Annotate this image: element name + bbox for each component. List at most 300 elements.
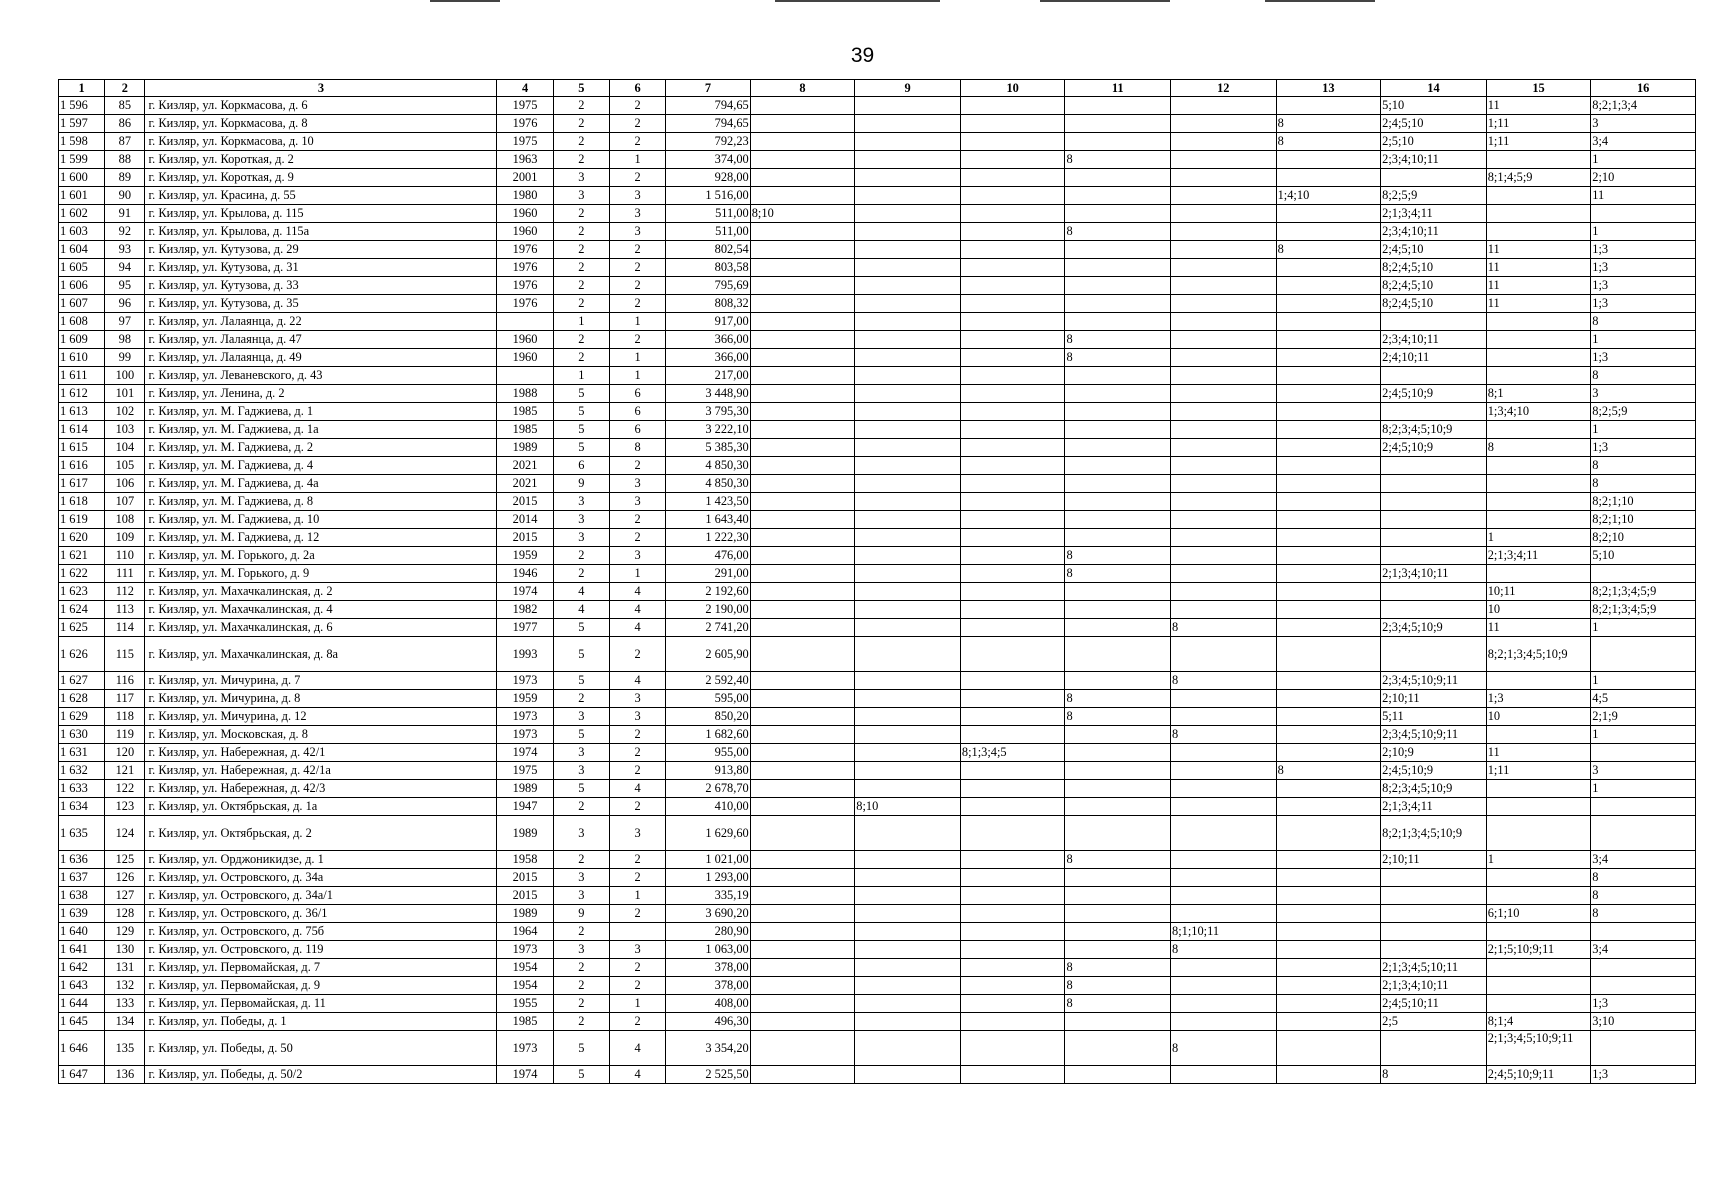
col-11-cell bbox=[1065, 277, 1171, 295]
column-header: 15 bbox=[1486, 80, 1591, 97]
address-cell: г. Кизляр, ул. М. Гаджиева, д. 12 bbox=[145, 529, 497, 547]
col-12-cell: 8 bbox=[1171, 726, 1277, 744]
col-12-cell bbox=[1171, 421, 1277, 439]
col-14-cell: 8;2;4;5;10 bbox=[1381, 295, 1487, 313]
table-row bbox=[59, 277, 1696, 295]
col-11-cell bbox=[1065, 403, 1171, 421]
col-10-cell bbox=[960, 565, 1065, 583]
col-15-cell bbox=[1486, 977, 1591, 995]
col-16-cell: 8;2;1;3;4;5;9 bbox=[1591, 601, 1696, 619]
col-14-cell: 2;4;5;10;9 bbox=[1381, 762, 1487, 780]
col-9-cell bbox=[855, 223, 961, 241]
floors-cell: 2 bbox=[553, 565, 609, 583]
col-14-cell bbox=[1381, 457, 1487, 475]
floors-cell: 5 bbox=[553, 385, 609, 403]
col-13-cell: 8 bbox=[1276, 115, 1381, 133]
col-12-cell bbox=[1171, 457, 1277, 475]
table-row bbox=[59, 923, 1696, 941]
col-15-cell: 1;11 bbox=[1486, 762, 1591, 780]
col-10-cell bbox=[960, 1013, 1065, 1031]
floors-cell: 2 bbox=[553, 1013, 609, 1031]
year-built-cell: 1973 bbox=[497, 672, 553, 690]
col-16-cell: 1 bbox=[1591, 331, 1696, 349]
floors-cell: 2 bbox=[553, 851, 609, 869]
entrances-cell: 1 bbox=[609, 313, 665, 331]
col-15-cell bbox=[1486, 672, 1591, 690]
item-number-cell: 132 bbox=[105, 977, 145, 995]
entrances-cell: 3 bbox=[609, 816, 665, 851]
col-15-cell bbox=[1486, 726, 1591, 744]
col-13-cell: 8 bbox=[1276, 762, 1381, 780]
col-11-cell bbox=[1065, 816, 1171, 851]
col-15-cell bbox=[1486, 798, 1591, 816]
col-8-cell bbox=[750, 959, 855, 977]
area-cell: 803,58 bbox=[666, 259, 750, 277]
col-13-cell bbox=[1276, 941, 1381, 959]
col-9-cell bbox=[855, 672, 961, 690]
col-11-cell bbox=[1065, 726, 1171, 744]
col-15-cell bbox=[1486, 313, 1591, 331]
col-13-cell bbox=[1276, 313, 1381, 331]
year-built-cell: 1977 bbox=[497, 619, 553, 637]
col-10-cell bbox=[960, 708, 1065, 726]
registry-number-cell: 1 602 bbox=[59, 205, 105, 223]
floors-cell: 1 bbox=[553, 313, 609, 331]
item-number-cell: 95 bbox=[105, 277, 145, 295]
col-15-cell: 11 bbox=[1486, 259, 1591, 277]
year-built-cell: 1989 bbox=[497, 816, 553, 851]
col-8-cell bbox=[750, 367, 855, 385]
col-14-cell: 2;10;11 bbox=[1381, 851, 1487, 869]
year-built-cell: 1976 bbox=[497, 241, 553, 259]
col-12-cell bbox=[1171, 169, 1277, 187]
col-8-cell bbox=[750, 672, 855, 690]
floors-cell: 3 bbox=[553, 493, 609, 511]
col-16-cell bbox=[1591, 977, 1696, 995]
scan-edge-line bbox=[1265, 0, 1375, 2]
col-12-cell bbox=[1171, 887, 1277, 905]
area-cell: 808,32 bbox=[666, 295, 750, 313]
col-8-cell bbox=[750, 259, 855, 277]
col-12-cell: 8 bbox=[1171, 941, 1277, 959]
item-number-cell: 112 bbox=[105, 583, 145, 601]
year-built-cell: 2015 bbox=[497, 869, 553, 887]
year-built-cell: 1976 bbox=[497, 295, 553, 313]
col-12-cell bbox=[1171, 905, 1277, 923]
column-header: 6 bbox=[609, 80, 665, 97]
address-cell: г. Кизляр, ул. Махачкалинская, д. 8а bbox=[145, 637, 497, 672]
col-13-cell bbox=[1276, 547, 1381, 565]
col-10-cell bbox=[960, 637, 1065, 672]
year-built-cell: 1958 bbox=[497, 851, 553, 869]
scan-edge-line bbox=[775, 0, 940, 2]
registry-number-cell: 1 603 bbox=[59, 223, 105, 241]
area-cell: 2 741,20 bbox=[666, 619, 750, 637]
col-11-cell bbox=[1065, 672, 1171, 690]
entrances-cell: 6 bbox=[609, 403, 665, 421]
col-9-cell bbox=[855, 1013, 961, 1031]
col-15-cell: 10 bbox=[1486, 601, 1591, 619]
col-12-cell bbox=[1171, 115, 1277, 133]
col-13-cell bbox=[1276, 744, 1381, 762]
col-9-cell bbox=[855, 493, 961, 511]
floors-cell: 2 bbox=[553, 995, 609, 1013]
registry-number-cell: 1 632 bbox=[59, 762, 105, 780]
address-cell: г. Кизляр, ул. Мичурина, д. 12 bbox=[145, 708, 497, 726]
table-row bbox=[59, 798, 1696, 816]
item-number-cell: 106 bbox=[105, 475, 145, 493]
area-cell: 335,19 bbox=[666, 887, 750, 905]
address-cell: г. Кизляр, ул. Островского, д. 119 bbox=[145, 941, 497, 959]
table-row bbox=[59, 780, 1696, 798]
floors-cell: 1 bbox=[553, 367, 609, 385]
address-cell: г. Кизляр, ул. Октябрьская, д. 1а bbox=[145, 798, 497, 816]
col-13-cell bbox=[1276, 511, 1381, 529]
registry-number-cell: 1 641 bbox=[59, 941, 105, 959]
col-13-cell bbox=[1276, 565, 1381, 583]
col-12-cell bbox=[1171, 744, 1277, 762]
registry-number-cell: 1 597 bbox=[59, 115, 105, 133]
registry-number-cell: 1 623 bbox=[59, 583, 105, 601]
col-10-cell bbox=[960, 869, 1065, 887]
year-built-cell: 2015 bbox=[497, 529, 553, 547]
col-11-cell: 8 bbox=[1065, 331, 1171, 349]
col-16-cell: 1 bbox=[1591, 223, 1696, 241]
col-11-cell bbox=[1065, 744, 1171, 762]
floors-cell: 2 bbox=[553, 241, 609, 259]
col-13-cell bbox=[1276, 601, 1381, 619]
col-14-cell: 8;2;3;4;5;10;9 bbox=[1381, 780, 1487, 798]
col-10-cell bbox=[960, 493, 1065, 511]
area-cell: 366,00 bbox=[666, 331, 750, 349]
col-11-cell: 8 bbox=[1065, 959, 1171, 977]
col-12-cell: 8 bbox=[1171, 672, 1277, 690]
col-9-cell bbox=[855, 762, 961, 780]
item-number-cell: 124 bbox=[105, 816, 145, 851]
floors-cell: 5 bbox=[553, 780, 609, 798]
table-row bbox=[59, 241, 1696, 259]
floors-cell: 4 bbox=[553, 601, 609, 619]
floors-cell: 2 bbox=[553, 295, 609, 313]
registry-number-cell: 1 634 bbox=[59, 798, 105, 816]
year-built-cell: 1974 bbox=[497, 1066, 553, 1084]
col-10-cell bbox=[960, 672, 1065, 690]
entrances-cell: 1 bbox=[609, 349, 665, 367]
table-row bbox=[59, 439, 1696, 457]
col-14-cell: 2;4;5;10;9 bbox=[1381, 439, 1487, 457]
address-cell: г. Кизляр, ул. Островского, д. 75б bbox=[145, 923, 497, 941]
col-12-cell bbox=[1171, 690, 1277, 708]
col-16-cell: 8;2;1;10 bbox=[1591, 493, 1696, 511]
col-14-cell: 2;10;9 bbox=[1381, 744, 1487, 762]
item-number-cell: 117 bbox=[105, 690, 145, 708]
col-16-cell: 1 bbox=[1591, 619, 1696, 637]
col-9-cell bbox=[855, 869, 961, 887]
registry-number-cell: 1 608 bbox=[59, 313, 105, 331]
col-12-cell bbox=[1171, 241, 1277, 259]
area-cell: 795,69 bbox=[666, 277, 750, 295]
registry-number-cell: 1 613 bbox=[59, 403, 105, 421]
year-built-cell: 1988 bbox=[497, 385, 553, 403]
col-12-cell bbox=[1171, 205, 1277, 223]
col-12-cell bbox=[1171, 367, 1277, 385]
col-8-cell bbox=[750, 780, 855, 798]
table-row bbox=[59, 385, 1696, 403]
col-14-cell bbox=[1381, 583, 1487, 601]
address-cell: г. Кизляр, ул. Набережная, д. 42/1 bbox=[145, 744, 497, 762]
column-header: 11 bbox=[1065, 80, 1171, 97]
address-cell: г. Кизляр, ул. Островского, д. 36/1 bbox=[145, 905, 497, 923]
col-11-cell: 8 bbox=[1065, 690, 1171, 708]
item-number-cell: 107 bbox=[105, 493, 145, 511]
col-12-cell bbox=[1171, 385, 1277, 403]
table-row bbox=[59, 726, 1696, 744]
col-12-cell bbox=[1171, 869, 1277, 887]
col-15-cell bbox=[1486, 421, 1591, 439]
address-cell: г. Кизляр, ул. Махачкалинская, д. 2 bbox=[145, 583, 497, 601]
col-12-cell bbox=[1171, 798, 1277, 816]
floors-cell: 3 bbox=[553, 187, 609, 205]
col-14-cell: 8;2;4;5;10 bbox=[1381, 259, 1487, 277]
item-number-cell: 119 bbox=[105, 726, 145, 744]
col-13-cell bbox=[1276, 223, 1381, 241]
col-11-cell: 8 bbox=[1065, 565, 1171, 583]
floors-cell: 2 bbox=[553, 97, 609, 115]
address-cell: г. Кизляр, ул. М. Гаджиева, д. 10 bbox=[145, 511, 497, 529]
item-number-cell: 118 bbox=[105, 708, 145, 726]
col-15-cell: 8;1;4 bbox=[1486, 1013, 1591, 1031]
col-8-cell bbox=[750, 529, 855, 547]
item-number-cell: 125 bbox=[105, 851, 145, 869]
table-row bbox=[59, 637, 1696, 672]
floors-cell: 3 bbox=[553, 744, 609, 762]
col-16-cell: 1 bbox=[1591, 421, 1696, 439]
address-cell: г. Кизляр, ул. М. Горького, д. 2а bbox=[145, 547, 497, 565]
col-15-cell bbox=[1486, 205, 1591, 223]
registry-number-cell: 1 631 bbox=[59, 744, 105, 762]
col-11-cell bbox=[1065, 887, 1171, 905]
table-row bbox=[59, 223, 1696, 241]
year-built-cell: 1985 bbox=[497, 421, 553, 439]
col-10-cell bbox=[960, 475, 1065, 493]
year-built-cell: 1963 bbox=[497, 151, 553, 169]
table-row bbox=[59, 1031, 1696, 1066]
area-cell: 1 021,00 bbox=[666, 851, 750, 869]
year-built-cell: 1980 bbox=[497, 187, 553, 205]
col-14-cell: 5;11 bbox=[1381, 708, 1487, 726]
address-cell: г. Кизляр, ул. Первомайская, д. 11 bbox=[145, 995, 497, 1013]
col-15-cell: 1;11 bbox=[1486, 133, 1591, 151]
col-14-cell: 2;4;5;10 bbox=[1381, 115, 1487, 133]
registry-number-cell: 1 625 bbox=[59, 619, 105, 637]
col-15-cell: 8;1 bbox=[1486, 385, 1591, 403]
col-9-cell bbox=[855, 744, 961, 762]
col-12-cell bbox=[1171, 187, 1277, 205]
col-10-cell bbox=[960, 277, 1065, 295]
col-14-cell: 2;5 bbox=[1381, 1013, 1487, 1031]
col-8-cell bbox=[750, 313, 855, 331]
col-13-cell bbox=[1276, 475, 1381, 493]
col-8-cell bbox=[750, 421, 855, 439]
entrances-cell: 3 bbox=[609, 941, 665, 959]
area-cell: 4 850,30 bbox=[666, 457, 750, 475]
area-cell: 2 190,00 bbox=[666, 601, 750, 619]
col-11-cell: 8 bbox=[1065, 851, 1171, 869]
col-8-cell bbox=[750, 816, 855, 851]
floors-cell: 3 bbox=[553, 869, 609, 887]
col-9-cell bbox=[855, 511, 961, 529]
col-11-cell bbox=[1065, 457, 1171, 475]
col-14-cell: 2;1;3;4;5;10;11 bbox=[1381, 959, 1487, 977]
table-row bbox=[59, 259, 1696, 277]
area-cell: 3 448,90 bbox=[666, 385, 750, 403]
col-11-cell: 8 bbox=[1065, 151, 1171, 169]
col-8-cell bbox=[750, 457, 855, 475]
registry-number-cell: 1 638 bbox=[59, 887, 105, 905]
col-14-cell: 2;3;4;5;10;9;11 bbox=[1381, 672, 1487, 690]
item-number-cell: 116 bbox=[105, 672, 145, 690]
entrances-cell: 2 bbox=[609, 169, 665, 187]
address-cell: г. Кизляр, ул. Кутузова, д. 33 bbox=[145, 277, 497, 295]
floors-cell: 2 bbox=[553, 277, 609, 295]
table-row bbox=[59, 511, 1696, 529]
registry-number-cell: 1 620 bbox=[59, 529, 105, 547]
col-15-cell bbox=[1486, 869, 1591, 887]
col-14-cell: 5;10 bbox=[1381, 97, 1487, 115]
col-15-cell: 1;3 bbox=[1486, 690, 1591, 708]
col-15-cell: 1;3;4;10 bbox=[1486, 403, 1591, 421]
column-header: 1 bbox=[59, 80, 105, 97]
year-built-cell: 1976 bbox=[497, 277, 553, 295]
col-16-cell: 8;2;1;10 bbox=[1591, 511, 1696, 529]
entrances-cell: 4 bbox=[609, 583, 665, 601]
table-row bbox=[59, 421, 1696, 439]
col-9-cell bbox=[855, 726, 961, 744]
col-14-cell bbox=[1381, 367, 1487, 385]
col-12-cell bbox=[1171, 331, 1277, 349]
col-12-cell bbox=[1171, 511, 1277, 529]
entrances-cell: 2 bbox=[609, 744, 665, 762]
col-14-cell: 8;2;3;4;5;10;9 bbox=[1381, 421, 1487, 439]
registry-number-cell: 1 642 bbox=[59, 959, 105, 977]
address-cell: г. Кизляр, ул. Первомайская, д. 7 bbox=[145, 959, 497, 977]
col-8-cell bbox=[750, 905, 855, 923]
entrances-cell: 2 bbox=[609, 331, 665, 349]
col-12-cell bbox=[1171, 547, 1277, 565]
column-header: 3 bbox=[145, 80, 497, 97]
col-9-cell bbox=[855, 851, 961, 869]
col-12-cell bbox=[1171, 295, 1277, 313]
item-number-cell: 89 bbox=[105, 169, 145, 187]
registry-number-cell: 1 596 bbox=[59, 97, 105, 115]
year-built-cell: 1946 bbox=[497, 565, 553, 583]
area-cell: 2 592,40 bbox=[666, 672, 750, 690]
registry-number-cell: 1 618 bbox=[59, 493, 105, 511]
col-9-cell bbox=[855, 995, 961, 1013]
col-16-cell: 1 bbox=[1591, 726, 1696, 744]
floors-cell: 5 bbox=[553, 1031, 609, 1066]
registry-number-cell: 1 607 bbox=[59, 295, 105, 313]
col-13-cell bbox=[1276, 959, 1381, 977]
col-9-cell bbox=[855, 941, 961, 959]
entrances-cell: 3 bbox=[609, 205, 665, 223]
col-15-cell: 8;1;4;5;9 bbox=[1486, 169, 1591, 187]
col-10-cell bbox=[960, 1031, 1065, 1066]
col-12-cell bbox=[1171, 403, 1277, 421]
item-number-cell: 102 bbox=[105, 403, 145, 421]
col-14-cell: 2;10;11 bbox=[1381, 690, 1487, 708]
col-12-cell: 8;1;10;11 bbox=[1171, 923, 1277, 941]
item-number-cell: 99 bbox=[105, 349, 145, 367]
floors-cell: 2 bbox=[553, 151, 609, 169]
col-10-cell bbox=[960, 97, 1065, 115]
entrances-cell: 2 bbox=[609, 798, 665, 816]
col-10-cell bbox=[960, 1066, 1065, 1084]
column-header: 8 bbox=[750, 80, 855, 97]
item-number-cell: 104 bbox=[105, 439, 145, 457]
col-14-cell: 2;4;5;10 bbox=[1381, 241, 1487, 259]
floors-cell: 3 bbox=[553, 169, 609, 187]
col-11-cell bbox=[1065, 1066, 1171, 1084]
col-8-cell bbox=[750, 798, 855, 816]
col-9-cell bbox=[855, 1031, 961, 1066]
col-11-cell bbox=[1065, 313, 1171, 331]
col-16-cell: 8 bbox=[1591, 869, 1696, 887]
col-14-cell bbox=[1381, 923, 1487, 941]
col-8-cell bbox=[750, 619, 855, 637]
col-15-cell: 8 bbox=[1486, 439, 1591, 457]
address-cell: г. Кизляр, ул. Мичурина, д. 8 bbox=[145, 690, 497, 708]
col-14-cell: 8;2;1;3;4;5;10;9 bbox=[1381, 816, 1487, 851]
col-13-cell bbox=[1276, 529, 1381, 547]
area-cell: 291,00 bbox=[666, 565, 750, 583]
col-10-cell bbox=[960, 887, 1065, 905]
col-12-cell bbox=[1171, 762, 1277, 780]
col-11-cell bbox=[1065, 169, 1171, 187]
column-header: 7 bbox=[666, 80, 750, 97]
col-11-cell: 8 bbox=[1065, 547, 1171, 565]
col-9-cell bbox=[855, 349, 961, 367]
col-13-cell bbox=[1276, 385, 1381, 403]
col-13-cell bbox=[1276, 923, 1381, 941]
col-13-cell bbox=[1276, 1066, 1381, 1084]
floors-cell: 5 bbox=[553, 672, 609, 690]
floors-cell: 3 bbox=[553, 762, 609, 780]
col-9-cell bbox=[855, 601, 961, 619]
entrances-cell: 6 bbox=[609, 421, 665, 439]
floors-cell: 5 bbox=[553, 1066, 609, 1084]
year-built-cell: 1976 bbox=[497, 259, 553, 277]
col-14-cell bbox=[1381, 905, 1487, 923]
col-12-cell bbox=[1171, 277, 1277, 295]
table-row bbox=[59, 762, 1696, 780]
col-11-cell: 8 bbox=[1065, 977, 1171, 995]
column-header: 4 bbox=[497, 80, 553, 97]
floors-cell: 2 bbox=[553, 959, 609, 977]
entrances-cell: 1 bbox=[609, 151, 665, 169]
col-13-cell bbox=[1276, 295, 1381, 313]
col-8-cell bbox=[750, 977, 855, 995]
col-9-cell bbox=[855, 277, 961, 295]
item-number-cell: 91 bbox=[105, 205, 145, 223]
table-row bbox=[59, 133, 1696, 151]
entrances-cell: 2 bbox=[609, 457, 665, 475]
table-row bbox=[59, 977, 1696, 995]
year-built-cell: 1954 bbox=[497, 959, 553, 977]
registry-number-cell: 1 647 bbox=[59, 1066, 105, 1084]
item-number-cell: 121 bbox=[105, 762, 145, 780]
col-8-cell bbox=[750, 708, 855, 726]
